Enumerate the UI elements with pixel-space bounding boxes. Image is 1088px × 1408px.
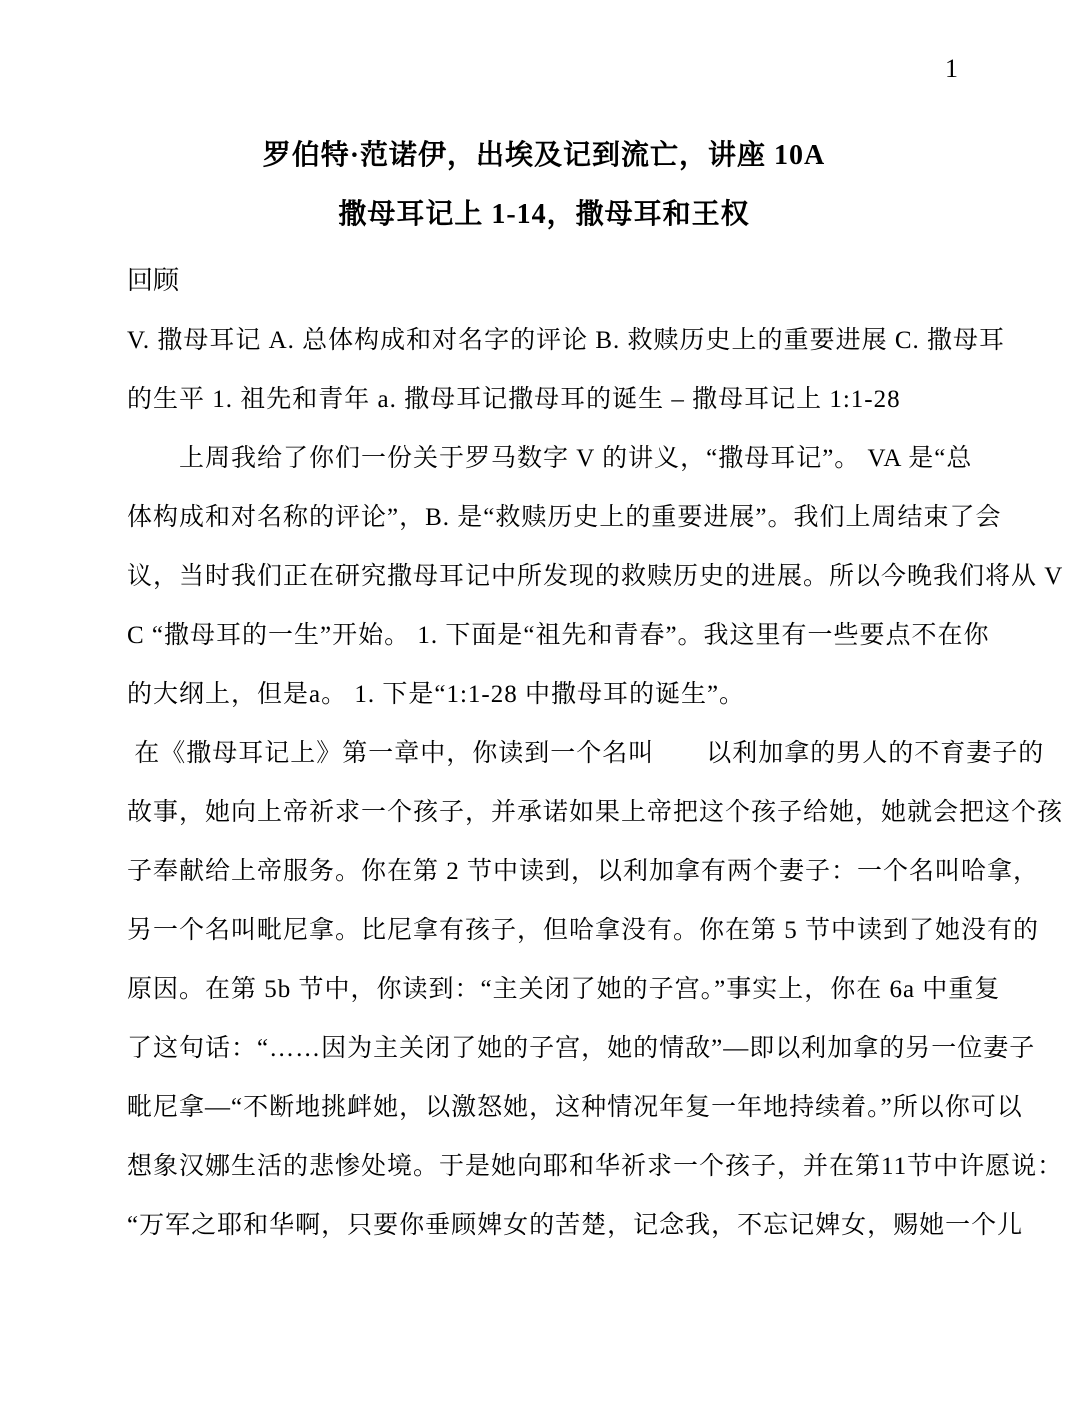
text-line: C “撒母耳的一生”开始。 1. 下面是“祖先和青春”。我这里有一些要点不在你 <box>127 622 990 649</box>
text-line: 原因。在第 5b 节中，你读到：“主关闭了她的子宫。”事实上，你在 6a 中重复 <box>127 976 1001 1003</box>
text-line: 毗尼拿—“不断地挑衅她，以激怒她，这种情况年复一年地持续着。”所以你可以 <box>127 1094 1023 1121</box>
text-line: “万军之耶和华啊，只要你垂顾婢女的苦楚，记念我，不忘记婢女，赐她一个儿 <box>127 1212 1024 1239</box>
text-line: 另一个名叫毗尼拿。比尼拿有孩子，但哈拿没有。你在第 5 节中读到了她没有的 <box>127 917 1040 944</box>
body-lines <box>0 311 1088 1255</box>
document-subtitle: 撒母耳记上 1-14，撒母耳和王权 <box>338 199 750 230</box>
text-line: 子奉献给上帝服务。你在第 2 节中读到，以利加拿有两个妻子：一个名叫哈拿， <box>127 858 1040 885</box>
text-line: 体构成和对名称的评论”，B. 是“救赎历史上的重要进展”。我们上周结束了会 <box>127 504 1002 531</box>
text-line: 在《撒母耳记上》第一章中，你读到一个名叫 以利加拿的男人的不育妻子的 <box>127 740 1045 767</box>
text-line: 的生平 1. 祖先和青年 a. 撒母耳记撒母耳的诞生 – 撒母耳记上 1:1-28 <box>127 386 901 413</box>
text-line: 故事，她向上帝祈求一个孩子，并承诺如果上帝把这个孩子给她，她就会把这个孩 <box>127 799 1064 826</box>
text-line: 了这句话：“……因为主关闭了她的子宫，她的情敌”—即以利加拿的另一位妻子 <box>127 1035 1036 1062</box>
document-title: 罗伯特·范诺伊，出埃及记到流亡，讲座 10A <box>262 140 826 171</box>
page-number: 1 <box>945 54 958 83</box>
text-line: 想象汉娜生活的悲惨处境。于是她向耶和华祈求一个孩子，并在第11节中许愿说： <box>127 1153 1064 1180</box>
text-line: 的大纲上，但是a。 1. 下是“1:1-28 中撒母耳的诞生”。 <box>127 681 746 708</box>
text-line: 上周我给了你们一份关于罗马数字 V 的讲义，“撒母耳记”。 VA 是“总 <box>127 445 973 472</box>
text-line: V. 撒母耳记 A. 总体构成和对名字的评论 B. 救赎历史上的重要进展 C. 撒母耳 <box>127 327 1005 354</box>
section-heading: 回顾 <box>127 266 180 295</box>
text-line: 议，当时我们正在研究撒母耳记中所发现的救赎历史的进展。所以今晚我们将从 V <box>127 563 1064 590</box>
